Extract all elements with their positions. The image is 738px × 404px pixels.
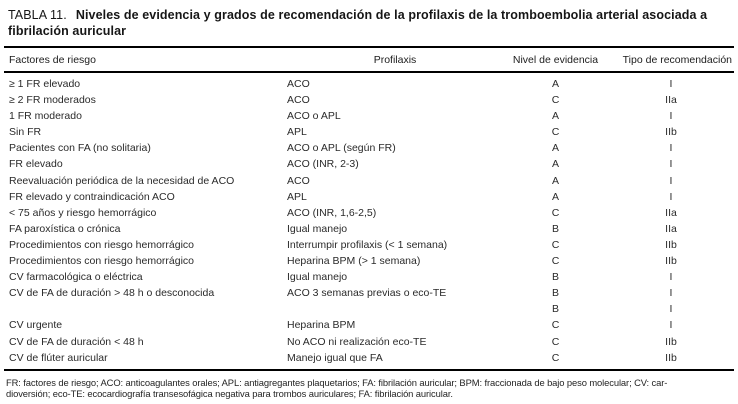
recommendation-cell: I: [669, 174, 673, 187]
table-number: TABLA 11.: [8, 8, 67, 22]
evidence-level-cell: B: [551, 303, 559, 316]
table-row: [4, 108, 734, 124]
column-header-evidence-level: Nivel de evidencia: [503, 47, 608, 72]
risk-factor-cell: ≥ 1 FR elevado: [9, 78, 81, 90]
evidence-level-cell: A: [551, 110, 559, 123]
evidence-level-cell: B: [551, 271, 559, 284]
prophylaxis-cell: Heparina BPM: [287, 319, 356, 332]
table-row: [4, 189, 734, 205]
evidence-level-cell: A: [551, 174, 559, 187]
table-caption: Niveles de evidencia y grados de recomendación de la profilaxis de la tromboembolia arterial asociada a fibrilación auricular: [8, 8, 708, 38]
recommendation-cell: I: [669, 142, 673, 155]
table-row: [4, 92, 734, 108]
recommendation-cell: I: [669, 319, 673, 332]
risk-factor-cell: CV farmacológica o eléctrica: [9, 271, 143, 284]
evidence-level-cell: A: [551, 78, 559, 90]
prophylaxis-cell: ACO: [287, 94, 310, 107]
table-row: [4, 72, 734, 92]
risk-factor-cell: < 75 años y riesgo hemorrágico: [9, 206, 157, 219]
prophylaxis-cell: Interrumpir profilaxis (< 1 semana): [287, 238, 448, 251]
evidence-table: [4, 46, 734, 371]
table-body: [4, 72, 734, 370]
risk-factor-cell: Procedimientos con riesgo hemorrágico: [9, 255, 195, 268]
table-row: [4, 140, 734, 156]
risk-factor-cell: FA paroxística o crónica: [9, 222, 121, 235]
evidence-level-cell: C: [551, 351, 560, 364]
column-header-risk-factors: Factores de riesgo: [4, 47, 287, 72]
evidence-level-cell: C: [551, 126, 560, 139]
evidence-level-cell: A: [551, 142, 559, 155]
recommendation-cell: IIa: [665, 222, 677, 235]
recommendation-cell: I: [669, 78, 673, 90]
risk-factor-cell: CV de FA de duración < 48 h: [9, 335, 144, 348]
table-row: [4, 156, 734, 172]
risk-factor-cell: [4, 301, 287, 317]
recommendation-cell: I: [669, 110, 673, 123]
table-title: [4, 6, 734, 39]
risk-factor-cell: Pacientes con FA (no solitaria): [9, 142, 151, 155]
column-header-prophylaxis: Profilaxis: [287, 47, 503, 72]
table-header-row: [4, 47, 734, 72]
risk-factor-cell: FR elevado: [9, 158, 63, 171]
table-row: [4, 317, 734, 333]
table-footnote: [4, 377, 734, 400]
footnote-line-1: FR: factores de riesgo; ACO: anticoagulantes orales; APL: antiagregantes plaquetarios; FA: fibrilación auricular; BPM: fraccionada de bajo peso molecular; CV: car-: [6, 376, 668, 388]
risk-factor-cell: ≥ 2 FR moderados: [9, 94, 96, 107]
table-row: [4, 205, 734, 221]
table-row: [4, 285, 734, 301]
recommendation-cell: I: [669, 287, 673, 300]
evidence-level-cell: C: [551, 255, 560, 268]
recommendation-cell: IIb: [665, 351, 677, 364]
prophylaxis-cell: No ACO ni realización eco-TE: [287, 335, 427, 348]
table-row: [4, 269, 734, 285]
evidence-level-cell: C: [551, 206, 560, 219]
prophylaxis-cell: [287, 301, 503, 317]
prophylaxis-cell: Igual manejo: [287, 222, 348, 235]
evidence-level-cell: C: [551, 335, 560, 348]
risk-factor-cell: FR elevado y contraindicación ACO: [9, 190, 175, 203]
prophylaxis-cell: ACO 3 semanas previas o eco-TE: [287, 287, 447, 300]
prophylaxis-cell: ACO (INR, 2-3): [287, 158, 359, 171]
recommendation-cell: IIb: [665, 255, 677, 268]
risk-factor-cell: CV de FA de duración > 48 h o desconocida: [9, 287, 215, 300]
evidence-level-cell: C: [551, 238, 560, 251]
evidence-level-cell: C: [551, 319, 560, 332]
risk-factor-cell: 1 FR moderado: [9, 110, 82, 123]
footnote-line-2: dioversión; eco-TE: ecocardiografía transesofágica negativa para trombos auriculares; FA: fibrilación auricular.: [6, 388, 453, 400]
recommendation-cell: IIb: [665, 238, 677, 251]
risk-factor-cell: Sin FR: [9, 126, 42, 139]
evidence-level-cell: B: [551, 222, 559, 235]
risk-factor-cell: Reevaluación periódica de la necesidad de ACO: [9, 174, 235, 187]
recommendation-cell: I: [669, 158, 673, 171]
column-header-recommendation-type: Tipo de recomendación: [608, 47, 734, 72]
recommendation-cell: IIb: [665, 335, 677, 348]
risk-factor-cell: CV de flúter auricular: [9, 351, 108, 364]
recommendation-cell: IIa: [665, 206, 677, 219]
recommendation-cell: I: [669, 271, 673, 284]
table-row: [4, 350, 734, 370]
table-row: [4, 334, 734, 350]
prophylaxis-cell: ACO: [287, 174, 310, 187]
table-row: [4, 301, 734, 317]
prophylaxis-cell: Manejo igual que FA: [287, 351, 383, 364]
evidence-level-cell: A: [551, 158, 559, 171]
evidence-level-cell: A: [551, 190, 559, 203]
risk-factor-cell: Procedimientos con riesgo hemorrágico: [9, 238, 195, 251]
recommendation-cell: I: [669, 303, 673, 316]
table-header: [4, 47, 734, 72]
table-row: [4, 221, 734, 237]
table-row: [4, 173, 734, 189]
prophylaxis-cell: Heparina BPM (> 1 semana): [287, 255, 421, 268]
prophylaxis-cell: ACO o APL (según FR): [287, 142, 396, 155]
prophylaxis-cell: ACO (INR, 1,6-2,5): [287, 206, 377, 219]
evidence-level-cell: B: [551, 287, 559, 300]
prophylaxis-cell: ACO: [287, 78, 310, 90]
prophylaxis-cell: Igual manejo: [287, 271, 348, 284]
prophylaxis-cell: APL: [287, 126, 307, 139]
risk-factor-cell: CV urgente: [9, 319, 63, 332]
prophylaxis-cell: APL: [287, 190, 307, 203]
prophylaxis-cell: ACO o APL: [287, 110, 341, 123]
recommendation-cell: IIa: [665, 94, 677, 107]
evidence-level-cell: C: [551, 94, 560, 107]
table-row: [4, 253, 734, 269]
table-row: [4, 124, 734, 140]
recommendation-cell: IIb: [665, 126, 677, 139]
recommendation-cell: I: [669, 190, 673, 203]
table-row: [4, 237, 734, 253]
